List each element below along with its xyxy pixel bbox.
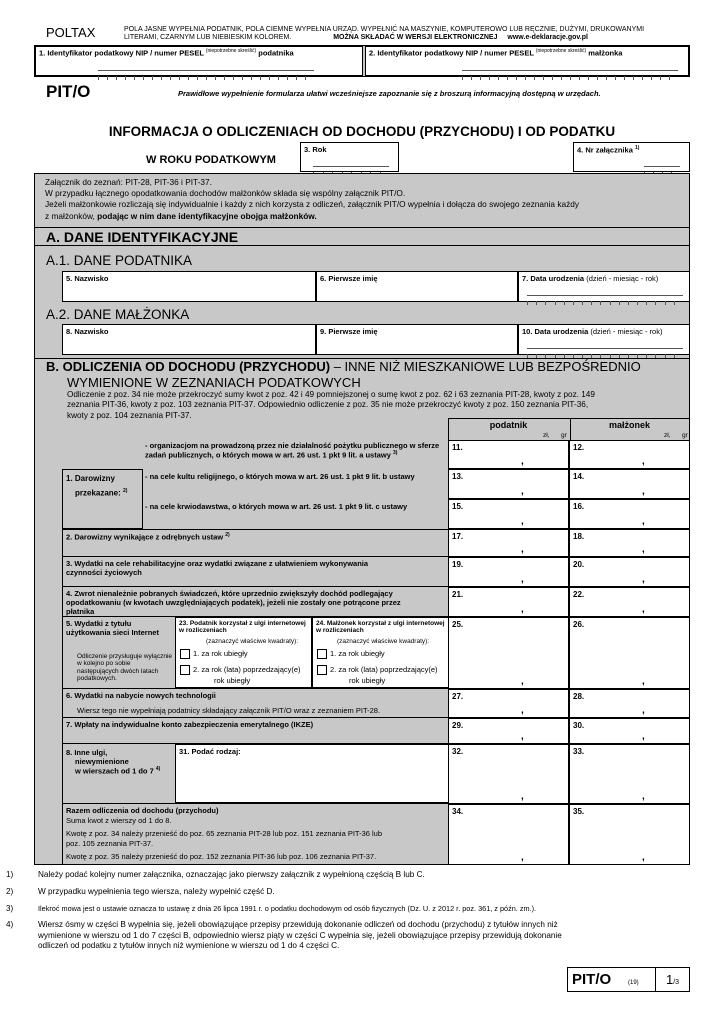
row8-sup: 4)	[155, 766, 161, 772]
decimal-comma: ,	[642, 574, 645, 585]
decimal-comma: ,	[642, 486, 645, 497]
year-label: W ROKU PODATKOWYM	[146, 154, 276, 166]
f5-label: 5. Nazwisko	[66, 274, 109, 283]
b-note3: kwoty z poz. 104 zeznania PIT-37.	[67, 410, 192, 420]
decimal-comma: ,	[521, 731, 524, 742]
footnote-1-num: 1)	[6, 870, 14, 879]
decimal-comma: ,	[642, 456, 645, 467]
taxpayer-surname-field[interactable]	[62, 271, 316, 302]
comb-tick	[233, 76, 242, 80]
f10-label-wrap	[522, 327, 662, 336]
decimal-comma: ,	[521, 705, 524, 716]
amount-field-r8-malzonek[interactable]	[569, 744, 690, 804]
decimal-comma: ,	[642, 516, 645, 527]
field23-internet-podatnik	[175, 617, 312, 688]
comb-tick	[498, 76, 507, 80]
comb-tick	[215, 76, 224, 80]
comb-tick	[305, 76, 314, 80]
comb-tick	[543, 76, 552, 80]
checkbox-24-2[interactable]	[317, 665, 327, 675]
f7-comb	[527, 292, 683, 296]
amount-field-r1c-podatnik[interactable]	[448, 499, 569, 529]
footer-page-number	[666, 972, 679, 987]
amount-field-number: 12.	[573, 443, 585, 452]
intro-line2: W przypadku łącznego opodatkowania dochodów małżonków składa się wspólny załącznik PIT/O.	[45, 188, 406, 199]
row8-label2: niewymienione	[75, 757, 129, 766]
row3-label: 3. Wydatki na cele rehabilitacyjne oraz wydatki związane z ułatwieniem wykonywania czynności życiowych	[66, 559, 369, 577]
f24-hint: (zaznaczyć właściwe kwadraty):	[337, 638, 430, 645]
decimal-comma: ,	[521, 516, 524, 527]
footer-version: (19)	[628, 980, 639, 986]
row1c-text: - na cele krwiodawstwa, o których mowa w art. 26 ust. 1 pkt 9 lit. c ustawy	[145, 502, 408, 511]
amount-field-r7-malzonek[interactable]	[569, 718, 690, 744]
footer-pages: /3	[673, 979, 680, 986]
amount-field-r2-malzonek[interactable]	[569, 529, 690, 557]
f10-comb	[527, 345, 683, 349]
spouse-data-row	[62, 324, 690, 355]
comb-tick	[669, 76, 678, 80]
sum-line1: Suma kwot z wierszy od 1 do 8.	[66, 816, 172, 825]
comb-tick	[507, 76, 516, 80]
comb-tick	[161, 76, 170, 80]
sum-line2: Kwotę z poz. 34 należy przenieść do poz. 65 zeznania PIT-28 lub poz. 151 zeznania PIT-36 lub	[66, 829, 383, 838]
comb-tick	[552, 76, 561, 80]
comb-tick	[570, 76, 579, 80]
id2-suffix: małżonka	[588, 48, 623, 58]
id1-label-wrap	[39, 48, 294, 58]
comb-tick	[278, 76, 287, 80]
decimal-comma: ,	[521, 574, 524, 585]
amount-field-r7-podatnik[interactable]	[448, 718, 569, 744]
comb-tick	[516, 76, 525, 80]
spouse-firstname-field[interactable]	[316, 324, 518, 355]
section-b-header	[46, 360, 641, 374]
row1-label-cell	[62, 469, 143, 529]
comb-tick	[615, 76, 624, 80]
year-comb	[313, 163, 389, 167]
f23-hint: (zaznaczyć właściwe kwadraty):	[206, 638, 299, 645]
comb-tick	[588, 76, 597, 80]
footnote-3-num: 3)	[6, 904, 14, 913]
intro-line3: Jeżeli małżonkowie rozliczają się indywidualnie i każdy z nich korzysta z odliczeń, załącznik PIT/O wypełnia i dołącza do swojego zeznania każdy	[45, 199, 580, 210]
decimal-comma: ,	[521, 544, 524, 555]
comb-tick	[624, 76, 633, 80]
row7-label: 7. Wpłaty na indywidualne konto zabezpieczenia emerytalnego (IKZE)	[66, 720, 314, 729]
comb-tick	[597, 76, 606, 80]
comb-tick	[251, 76, 260, 80]
comb-tick	[660, 76, 669, 80]
footnote-3	[6, 904, 698, 913]
comb-tick	[534, 76, 543, 80]
section-b-title-rest: – INNE NIŻ MIESZKANIOWE LUB BEZPOŚREDNIO	[333, 359, 641, 374]
amount-field-number: 14.	[573, 472, 585, 481]
comb-tick	[179, 76, 188, 80]
row2-label: 2. Darowizny wynikające z odrębnych ustaw	[66, 532, 224, 542]
taxpayer-data-row	[62, 271, 690, 302]
comb-tick	[197, 76, 206, 80]
attachment-comb	[644, 163, 680, 167]
field3-label: 3. Rok	[304, 145, 327, 154]
row6-label: 6. Wydatki na nabycie nowych technologii	[66, 691, 216, 700]
footnote-4-num: 4)	[6, 920, 14, 929]
id1-comb	[98, 67, 314, 71]
f23-opt2b-label: rok ubiegły	[214, 676, 251, 685]
section-a2-title: A.2. DANE MAŁŻONKA	[46, 307, 190, 322]
amount-field-r8-podatnik[interactable]	[448, 744, 569, 804]
decimal-comma: ,	[521, 456, 524, 467]
id-row	[34, 45, 690, 77]
comb-tick	[545, 301, 554, 305]
gr-unit-1: gr	[561, 432, 567, 439]
f23-opt1[interactable]	[180, 649, 248, 659]
comb-tick	[269, 76, 278, 80]
comb-tick	[610, 301, 619, 305]
row8-label1: 8. Inne ulgi,	[66, 748, 108, 757]
comb-tick	[98, 76, 107, 80]
footer-divider	[655, 968, 656, 991]
amount-field-number: 35.	[573, 807, 585, 816]
amount-field-r5-malzonek[interactable]	[569, 617, 690, 689]
col-header-divider	[570, 419, 571, 441]
amount-field-r4-podatnik[interactable]	[448, 587, 569, 617]
footer-page: 1	[666, 972, 674, 987]
decimal-comma: ,	[521, 791, 524, 802]
zl-unit-1: zł,	[543, 432, 550, 439]
field4-sup: 1)	[634, 145, 640, 151]
row1a-label: - organizacjom na prowadzoną przez nie działalność pożytku publicznego w sferze zadań publicznych, o których mowa w art. 26 ust. 1 pkt 9 lit. a ustawy	[145, 441, 440, 460]
website-link[interactable]: www.e-deklaracje.gov.pl	[507, 34, 588, 42]
decimal-comma: ,	[642, 731, 645, 742]
amount-field-r2-podatnik[interactable]	[448, 529, 569, 557]
advice-text: Prawidłowe wypełnienie formularza ułatwi wcześniejsze zapoznanie się z broszurą informacyjną dostępną w urzędach.	[178, 89, 601, 98]
decimal-comma: ,	[521, 852, 524, 863]
comb-tick	[561, 76, 570, 80]
comb-tick	[206, 76, 215, 80]
zl-unit-2: zł,	[664, 432, 671, 439]
amount-field-number: 17.	[452, 532, 464, 541]
footnote-2	[6, 887, 688, 898]
intro-line4-bold: podając w nim dane identyfikacyjne obojga małżonków.	[97, 210, 317, 221]
comb-tick	[651, 76, 660, 80]
comb-tick	[619, 301, 628, 305]
decimal-comma: ,	[642, 852, 645, 863]
f24-opt2[interactable]	[317, 665, 438, 675]
footer-form-code: PIT/O	[572, 971, 612, 988]
row4-cell	[62, 587, 448, 617]
comb-tick	[152, 76, 161, 80]
id2-label-wrap	[369, 48, 622, 58]
comb-tick	[555, 301, 564, 305]
footnote-2-text: W przypadku wypełnienia tego wiersza, należy wypełnić część D.	[38, 887, 275, 896]
id1-label: 1. Identyfikator podatkowy NIP / numer PESEL	[39, 48, 204, 58]
row5-title: 5. Wydatki z tytułu użytkowania sieci Internet	[66, 619, 159, 637]
brand-poltax: POLTAX	[46, 25, 96, 40]
checkbox-23-1[interactable]	[180, 649, 190, 659]
decimal-comma: ,	[642, 604, 645, 615]
comb-tick	[125, 76, 134, 80]
amount-field-sum-malzonek[interactable]	[569, 804, 690, 865]
nip-pesel-podatnik-field[interactable]	[35, 46, 363, 76]
form-code: PIT/O	[46, 82, 91, 101]
amount-field-sum-podatnik[interactable]	[448, 804, 569, 865]
year-field[interactable]	[300, 142, 399, 172]
comb-tick	[637, 301, 646, 305]
col-podatnik-header: podatnik	[489, 420, 528, 430]
comb-tick	[655, 301, 664, 305]
comb-tick	[573, 301, 582, 305]
row1-sup: 2)	[123, 488, 128, 494]
row4-label: 4. Zwrot nienależnie pobranych świadczeń, które uprzednio zwiększyły dochód podlegający opodatkowaniu (w kwotach uwzględniających podatek), jeżeli nie zostały one potrącone przez płatnika	[66, 589, 401, 616]
comb-tick	[591, 301, 600, 305]
nip-pesel-malzonek-field[interactable]	[365, 46, 689, 76]
comb-tick	[579, 76, 588, 80]
b-note2: zeznania PIT-36, kwoty z poz. 103 zeznania PIT-37. Odpowiednio odliczenie z poz. 35 nie może przekroczyć kwoty z poz. 150 zeznania PIT-36,	[67, 400, 589, 410]
comb-tick	[536, 301, 545, 305]
comb-tick	[287, 76, 296, 80]
f9-label: 9. Pierwsze imię	[320, 327, 378, 336]
comb-tick	[525, 76, 534, 80]
comb-tick	[665, 301, 674, 305]
amount-field-number: 28.	[573, 692, 585, 701]
row1a-text	[145, 441, 445, 460]
amount-field-number: 27.	[452, 692, 464, 701]
footnote-4-line3: odliczeń od podatku z tytułów innych niż wymienione w wierszu od 1 do 4 części C.	[38, 941, 340, 951]
row6-cell	[62, 689, 448, 718]
row6-note: Wiersz tego nie wypełniają podatnicy składający załącznik PIT/O wraz z zeznaniem PIT-28.	[77, 706, 381, 715]
f10-hint: (dzień - miesiąc - rok)	[590, 327, 663, 336]
decimal-comma: ,	[521, 486, 524, 497]
footnote-4	[6, 920, 688, 952]
amount-field-number: 29.	[452, 721, 464, 730]
decimal-comma: ,	[521, 604, 524, 615]
id2-label: 2. Identyfikator podatkowy NIP / numer PESEL	[369, 48, 534, 58]
comb-tick	[564, 301, 573, 305]
f8-label: 8. Nazwisko	[66, 327, 109, 336]
comb-tick	[134, 76, 143, 80]
section-b-title-line2: WYMIENIONE W ZEZNANIACH PODATKOWYCH	[67, 375, 361, 390]
col-malzonek-header: małżonek	[608, 420, 650, 430]
amount-field-r4-malzonek[interactable]	[569, 587, 690, 617]
amount-field-r6-podatnik[interactable]	[448, 689, 569, 718]
comb-tick	[260, 76, 269, 80]
comb-tick	[224, 76, 233, 80]
amount-field-number: 20.	[573, 560, 585, 569]
row2-cell	[62, 529, 448, 557]
row1-label2-wrap	[75, 488, 127, 498]
amount-field-r5-podatnik[interactable]	[448, 617, 569, 689]
comb-tick	[674, 301, 683, 305]
id1-suffix: podatnika	[258, 48, 294, 58]
row1-label: 1. Darowizny	[66, 474, 115, 483]
decimal-comma: ,	[642, 791, 645, 802]
decimal-comma: ,	[642, 676, 645, 687]
gr-unit-2: gr	[682, 432, 688, 439]
section-b-title: B. ODLICZENIA OD DOCHODU (PRZYCHODU)	[46, 359, 331, 374]
comb-tick	[480, 76, 489, 80]
taxpayer-firstname-field[interactable]	[316, 271, 518, 302]
comb-tick	[188, 76, 197, 80]
checkbox-24-1[interactable]	[317, 649, 327, 659]
f31-label: 31. Podać rodzaj:	[179, 747, 241, 756]
row2-text-wrap	[66, 532, 230, 542]
amount-field-r3-malzonek[interactable]	[569, 557, 690, 587]
comb-tick	[633, 76, 642, 80]
footnote-1-text: Należy podać kolejny numer załącznika, oznaczając jako pierwszy załącznik z wypełnioną częścią B lub C.	[38, 870, 425, 879]
comb-tick	[606, 76, 615, 80]
sum-cell	[62, 804, 448, 865]
amount-field-r6-malzonek[interactable]	[569, 689, 690, 718]
f7-label: 7. Data urodzenia	[522, 274, 585, 283]
section-a-title: A. DANE IDENTYFIKACYJNE	[46, 229, 239, 245]
comb-tick	[107, 76, 116, 80]
f24-opt1-label: 1. za rok ubiegły	[330, 649, 385, 658]
comb-tick	[527, 301, 536, 305]
amount-field-number: 18.	[573, 532, 585, 541]
taxpayer-birthdate-field[interactable]	[518, 271, 690, 302]
footnote-2-num: 2)	[6, 887, 14, 896]
amount-field-number: 33.	[573, 747, 585, 756]
footer-page-box	[567, 967, 690, 992]
f24-opt2b-label: rok ubiegły	[349, 676, 386, 685]
instruction-line1: POLA JASNE WYPEŁNIA PODATNIK, POLA CIEMNE WYPEŁNIA URZĄD. WYPEŁNIĆ NA MASZYNIE, KOMPUTEROWO LUB RĘCZNIE, DUŻYMI, DRUKOWANYMI	[124, 26, 645, 33]
row8-label3: w wierszach od 1 do 7	[75, 766, 154, 776]
comb-tick	[242, 76, 251, 80]
spouse-surname-field[interactable]	[62, 324, 316, 355]
section-a1-title: A.1. DANE PODATNIKA	[46, 253, 193, 268]
f23-opt1-label: 1. za rok ubiegły	[193, 649, 248, 658]
amount-field-r1a-malzonek[interactable]	[569, 440, 690, 469]
amount-field-number: 11.	[452, 443, 463, 452]
id2-note: (niepotrzebne skreślić)	[535, 48, 587, 54]
spouse-birthdate-field[interactable]	[518, 324, 690, 355]
intro-text	[45, 177, 685, 222]
f7-hint: (dzień - miesiąc - rok)	[586, 274, 659, 283]
fill-instruction	[124, 26, 694, 43]
comb-tick	[489, 76, 498, 80]
attachment-number-field[interactable]	[573, 142, 690, 172]
amount-field-number: 32.	[452, 747, 464, 756]
amount-field-number: 15.	[452, 502, 464, 511]
section-a-header	[34, 227, 690, 246]
decimal-comma: ,	[521, 676, 524, 687]
amount-field-number: 19.	[452, 560, 464, 569]
amount-field-number: 30.	[573, 721, 585, 730]
amount-field-r3-podatnik[interactable]	[448, 557, 569, 587]
f6-label: 6. Pierwsze imię	[320, 274, 378, 283]
section-b-note	[67, 390, 687, 421]
amount-field-r1c-malzonek[interactable]	[569, 499, 690, 529]
amount-field-number: 21.	[452, 590, 464, 599]
comb-tick	[116, 76, 125, 80]
amount-field-number: 13.	[452, 472, 464, 481]
field24-internet-malzonek	[312, 617, 449, 688]
comb-tick	[582, 301, 591, 305]
row3-cell	[62, 557, 448, 587]
decimal-comma: ,	[642, 705, 645, 716]
comb-tick	[170, 76, 179, 80]
amount-field-number: 25.	[452, 620, 464, 629]
sum-title: Razem odliczenia od dochodu (przychodu)	[66, 806, 219, 815]
intro-line4: z małżonków,	[45, 210, 95, 221]
sum-line3: poz. 105 zeznania PIT-37.	[66, 839, 154, 848]
row7-cell	[62, 718, 448, 744]
comb-tick	[642, 76, 651, 80]
f23-opt2-label: 2. za rok (lata) poprzedzający(e)	[193, 665, 301, 674]
amount-field-r1b-malzonek[interactable]	[569, 469, 690, 499]
form-title: INFORMACJA O ODLICZENIACH OD DOCHODU (PRZYCHODU) I OD PODATKU	[108, 124, 616, 139]
row8-cell	[62, 744, 448, 804]
f23-opt2[interactable]	[180, 665, 301, 675]
amount-field-number: 16.	[573, 502, 585, 511]
decimal-comma: ,	[642, 544, 645, 555]
col-header-box	[448, 418, 690, 440]
intro-line1: Załącznik do zeznań: PIT-28, PIT-36 i PIT-37.	[45, 177, 212, 187]
footnote-3-text: Ilekroć mowa jest o ustawie oznacza to ustawę z dnia 26 lipca 1991 r. o podatku dochodowym od osób fizycznych (Dz. U. z 2012 r. poz. 361, z późn. zm.).	[38, 904, 537, 913]
comb-tick	[143, 76, 152, 80]
amount-field-r1a-podatnik[interactable]	[448, 440, 569, 469]
footnote-4-line1: Wiersz ósmy w części B wypełnia się, jeżeli obowiązujące przepisy przewidują dokonanie odliczeń od dochodu (przychodu) z tytułów innych niż	[38, 920, 558, 929]
field4-label: 4. Nr załącznika	[577, 145, 633, 155]
comb-tick	[462, 76, 471, 80]
row8-label3-wrap	[75, 766, 160, 776]
f24-title: 24. Małżonek korzystał z ulgi internetowej w rozliczeniach	[316, 620, 445, 635]
id2-comb	[462, 67, 678, 71]
row5-note: Odliczenie przysługuje wyłącznie w kolejno po sobie następujących dwóch latach podatkowych.	[77, 653, 173, 683]
f24-opt1[interactable]	[317, 649, 385, 659]
amount-field-r1b-podatnik[interactable]	[448, 469, 569, 499]
comb-tick	[296, 76, 305, 80]
row1-label2: przekazane:	[75, 488, 121, 498]
f24-opt2-label: 2. za rok (lata) poprzedzający(e)	[330, 665, 438, 674]
footnote-4-line2: wymienione w wierszu od 1 do 7 części B, odpowiednio wiersz piąty w części C wypełnia się, jeżeli obowiązujące przepisy przewidują dokonanie	[38, 930, 562, 940]
amount-field-number: 22.	[573, 590, 585, 599]
comb-tick	[600, 301, 609, 305]
f7-label-wrap	[522, 274, 658, 283]
row2-sup: 2)	[225, 532, 230, 538]
field4-label-wrap	[577, 145, 639, 155]
f23-title: 23. Podatnik korzystał z ulgi internetowej w rozliczeniach	[179, 620, 306, 635]
footnote-1	[6, 870, 688, 881]
comb-tick	[628, 301, 637, 305]
checkbox-23-2[interactable]	[180, 665, 190, 675]
b-note1: Odliczenie z poz. 34 nie może przekroczyć sumy kwot z poz. 42 i 49 pomniejszonej o sumę kwot z poz. 62 i 63 zeznania PIT-28, kwoty z poz. 149	[67, 390, 595, 399]
amount-field-number: 26.	[573, 620, 585, 629]
field31-type-input[interactable]	[175, 744, 449, 803]
id1-note: (niepotrzebne skreślić)	[205, 48, 257, 54]
f10-label: 10. Data urodzenia	[522, 327, 589, 336]
instruction-line2: LITERAMI, CZARNYM LUB NIEBIESKIM KOLOREM.	[124, 34, 292, 42]
row1b-text: - na cele kultu religijnego, o których mowa w art. 26 ust. 1 pkt 9 lit. b ustawy	[145, 472, 415, 481]
row1a-sup: 3)	[393, 450, 398, 456]
electronic-notice: MOŻNA SKŁADAĆ W WERSJI ELEKTRONICZNEJ	[333, 34, 498, 42]
sum-line4: Kwotę z poz. 35 należy przenieść do poz. 152 zeznania PIT-36 lub poz. 106 zeznania PIT-37.	[66, 852, 377, 861]
comb-tick	[646, 301, 655, 305]
comb-tick	[471, 76, 480, 80]
amount-field-number: 34.	[452, 807, 464, 816]
row5-cell	[62, 617, 448, 689]
